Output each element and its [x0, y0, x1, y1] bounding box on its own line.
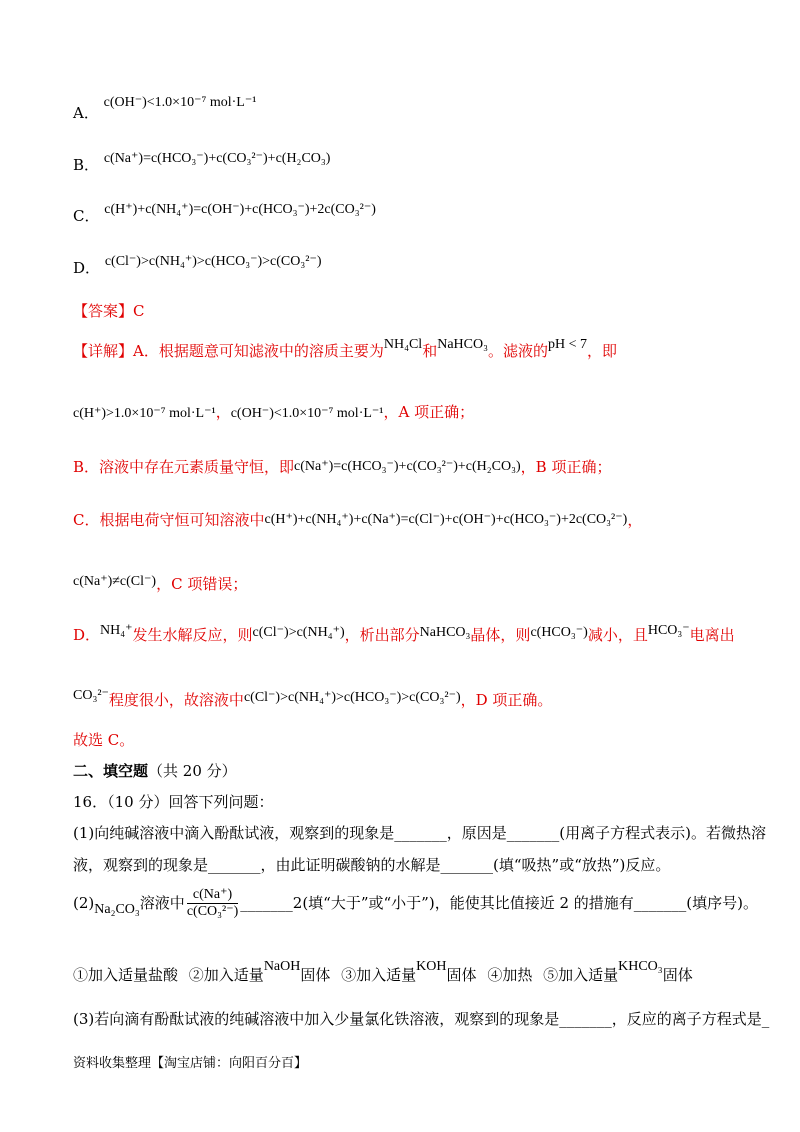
explanation-p4-end: ， [627, 511, 643, 529]
measure-2-tail: 固体 [300, 966, 331, 984]
measure-3 [341, 959, 477, 984]
explanation-p6-text-g: 电离出 [689, 626, 735, 644]
section-title: 二、填空题 [73, 762, 149, 780]
ratio-denominator: c(CO₃²⁻) [186, 904, 239, 919]
explanation-p4-formula: c(H⁺)+c(NH₄⁺)+c(Na⁺)=c(Cl⁻)+c(OH⁻)+c(HCO₃⁻)+2c(CO₃²⁻) [264, 512, 628, 527]
explanation-p5-end: ，C 项错误； [156, 575, 248, 593]
explanation-p1 [73, 337, 618, 360]
option-a-label: A． [73, 104, 99, 122]
measure-3-text: ③加入适量 [341, 966, 417, 984]
explanation-p1-and: 和 [422, 342, 438, 360]
explanation-p7 [73, 688, 553, 709]
explanation-p1-text: 【详解】A．根据题意可知滤液中的溶质主要为 [73, 342, 384, 360]
option-c-label: C． [73, 207, 100, 225]
explanation-p1-text-b: 。滤液的 [487, 342, 548, 360]
explanation-p7-formula-co3: CO₃²⁻ [73, 688, 109, 703]
measure-5-formula: KHCO₃ [618, 959, 663, 974]
measure-2-text: ②加入适量 [188, 966, 264, 984]
explanation-p6-formula-nahco3: NaHCO₃ [419, 625, 471, 640]
option-d-label: D． [73, 259, 101, 277]
explanation-p2-end: ，A 项正确； [383, 403, 475, 421]
explanation-p6-text-d: 晶体，则 [470, 626, 531, 644]
explanation-p6-label: D． [73, 626, 101, 644]
explanation-p6-formula-nh4: NH₄⁺ [100, 623, 133, 638]
answer: 【答案】C [73, 302, 145, 320]
measure-1: ①加入适量盐酸 [73, 966, 179, 984]
question-16-ratio-fraction [187, 888, 238, 919]
explanation-p2-formula-h: c(H⁺)>1.0×10⁻⁷ mol·L⁻¹ [73, 406, 216, 421]
explanation-p1-formula-nh4cl: NH₄Cl [383, 337, 423, 352]
explanation-p6-text-e: 减小，且 [587, 626, 648, 644]
explanation-p2-formula-oh: c(OH⁻)<1.0×10⁻⁷ mol·L⁻¹ [230, 406, 384, 421]
measure-5-tail: 固体 [662, 966, 693, 984]
option-d [73, 254, 322, 277]
explanation-p4 [73, 513, 642, 529]
explanation-p2 [73, 405, 474, 421]
measure-5-text: ⑤加入适量 [543, 966, 619, 984]
option-d-formula: c(Cl⁻)>c(NH₄⁺)>c(HCO₃⁻)>c(CO₃²⁻) [104, 254, 322, 269]
question-16-part2-formula: Na₂CO₃ [94, 901, 140, 917]
measure-3-tail: 固体 [446, 966, 477, 984]
explanation-p1-formula-ph: pH < 7 [547, 337, 587, 352]
explanation-p1-formula-nahco3: NaHCO₃ [437, 337, 488, 352]
option-a-formula: c(OH⁻)<1.0×10⁻⁷ mol·L⁻¹ [103, 95, 257, 110]
measure-2-formula: NaOH [263, 959, 301, 974]
explanation-p5 [73, 574, 248, 593]
explanation-p2-sep: ， [215, 403, 231, 421]
explanation-p6-text-b: 发生水解反应，则 [132, 626, 253, 644]
measure-5 [543, 959, 693, 984]
explanation-p7-text: 程度很小，故溶液中 [108, 691, 244, 709]
explanation-conclusion: 故选 C。 [73, 731, 135, 749]
question-16-intro: 16．（10 分）回答下列问题： [73, 793, 274, 811]
question-16-measures [73, 959, 693, 984]
explanation-p7-formula: c(Cl⁻)>c(NH₄⁺)>c(HCO₃⁻)>c(CO₃²⁻) [243, 690, 461, 705]
explanation-p3-text: B．溶液中存在元素质量守恒，即 [73, 458, 295, 476]
explanation-p6-formula-hco3-ion: HCO₃⁻ [647, 623, 690, 638]
explanation-p7-end: ，D 项正确。 [460, 691, 553, 709]
question-16-part2-text: 溶液中 [139, 894, 185, 912]
explanation-p5-formula: c(Na⁺)≠c(Cl⁻) [73, 574, 157, 589]
section-heading [73, 764, 237, 779]
explanation-p6-text-c: ，析出部分 [344, 626, 420, 644]
option-c [73, 202, 376, 225]
question-16-part1-line1: (1)向纯碱溶液中滴入酚酞试液，观察到的现象是_______，原因是_______(用离子方程式表示)。若微热溶 [73, 824, 766, 842]
explanation-p6 [73, 623, 735, 644]
explanation-p1-text-c: ，即 [587, 342, 618, 360]
measure-4: ④加热 [487, 966, 533, 984]
explanation-p4-text: C．根据电荷守恒可知溶液中 [73, 511, 265, 529]
option-a [73, 95, 257, 122]
explanation-p3-end: ，B 项正确； [520, 458, 612, 476]
option-b-label: B． [73, 156, 100, 174]
explanation-p6-formula-hco3: c(HCO₃⁻) [530, 625, 588, 640]
question-16-part3: (3)若向滴有酚酞试液的纯碱溶液中加入少量氯化铁溶液，观察到的现象是_______，反应的离子方程式是_ [73, 1010, 770, 1028]
footer-source: 资料收集整理【淘宝店铺：向阳百分百】 [73, 1056, 308, 1071]
explanation-p6-formula-cl-nh4: c(Cl⁻)>c(NH₄⁺) [252, 625, 345, 640]
section-points: （共 20 分） [148, 762, 237, 780]
explanation-p3-formula: c(Na⁺)=c(HCO₃⁻)+c(CO₃²⁻)+c(H₂CO₃) [294, 459, 521, 474]
question-16-part2 [73, 888, 758, 919]
measure-3-formula: KOH [416, 959, 447, 974]
question-16-part1-line2: 液，观察到的现象是_______，由此证明碳酸钠的水解是_______(填“吸热”或“放热”)反应。 [73, 856, 671, 874]
ratio-numerator: c(Na⁺) [187, 888, 238, 904]
option-c-formula: c(H⁺)+c(NH₄⁺)=c(OH⁻)+c(HCO₃⁻)+2c(CO₃²⁻) [104, 202, 376, 217]
option-b [73, 151, 331, 174]
explanation-p3 [73, 460, 611, 476]
question-16-part2-text-b: _______2(填“大于”或“小于”)，能使其比值接近 2 的措施有_______(填序号)。 [240, 894, 758, 912]
measure-2 [188, 959, 331, 984]
question-16-part2-prefix: (2) [73, 894, 95, 912]
option-b-formula: c(Na⁺)=c(HCO₃⁻)+c(CO₃²⁻)+c(H₂CO₃) [103, 151, 331, 166]
